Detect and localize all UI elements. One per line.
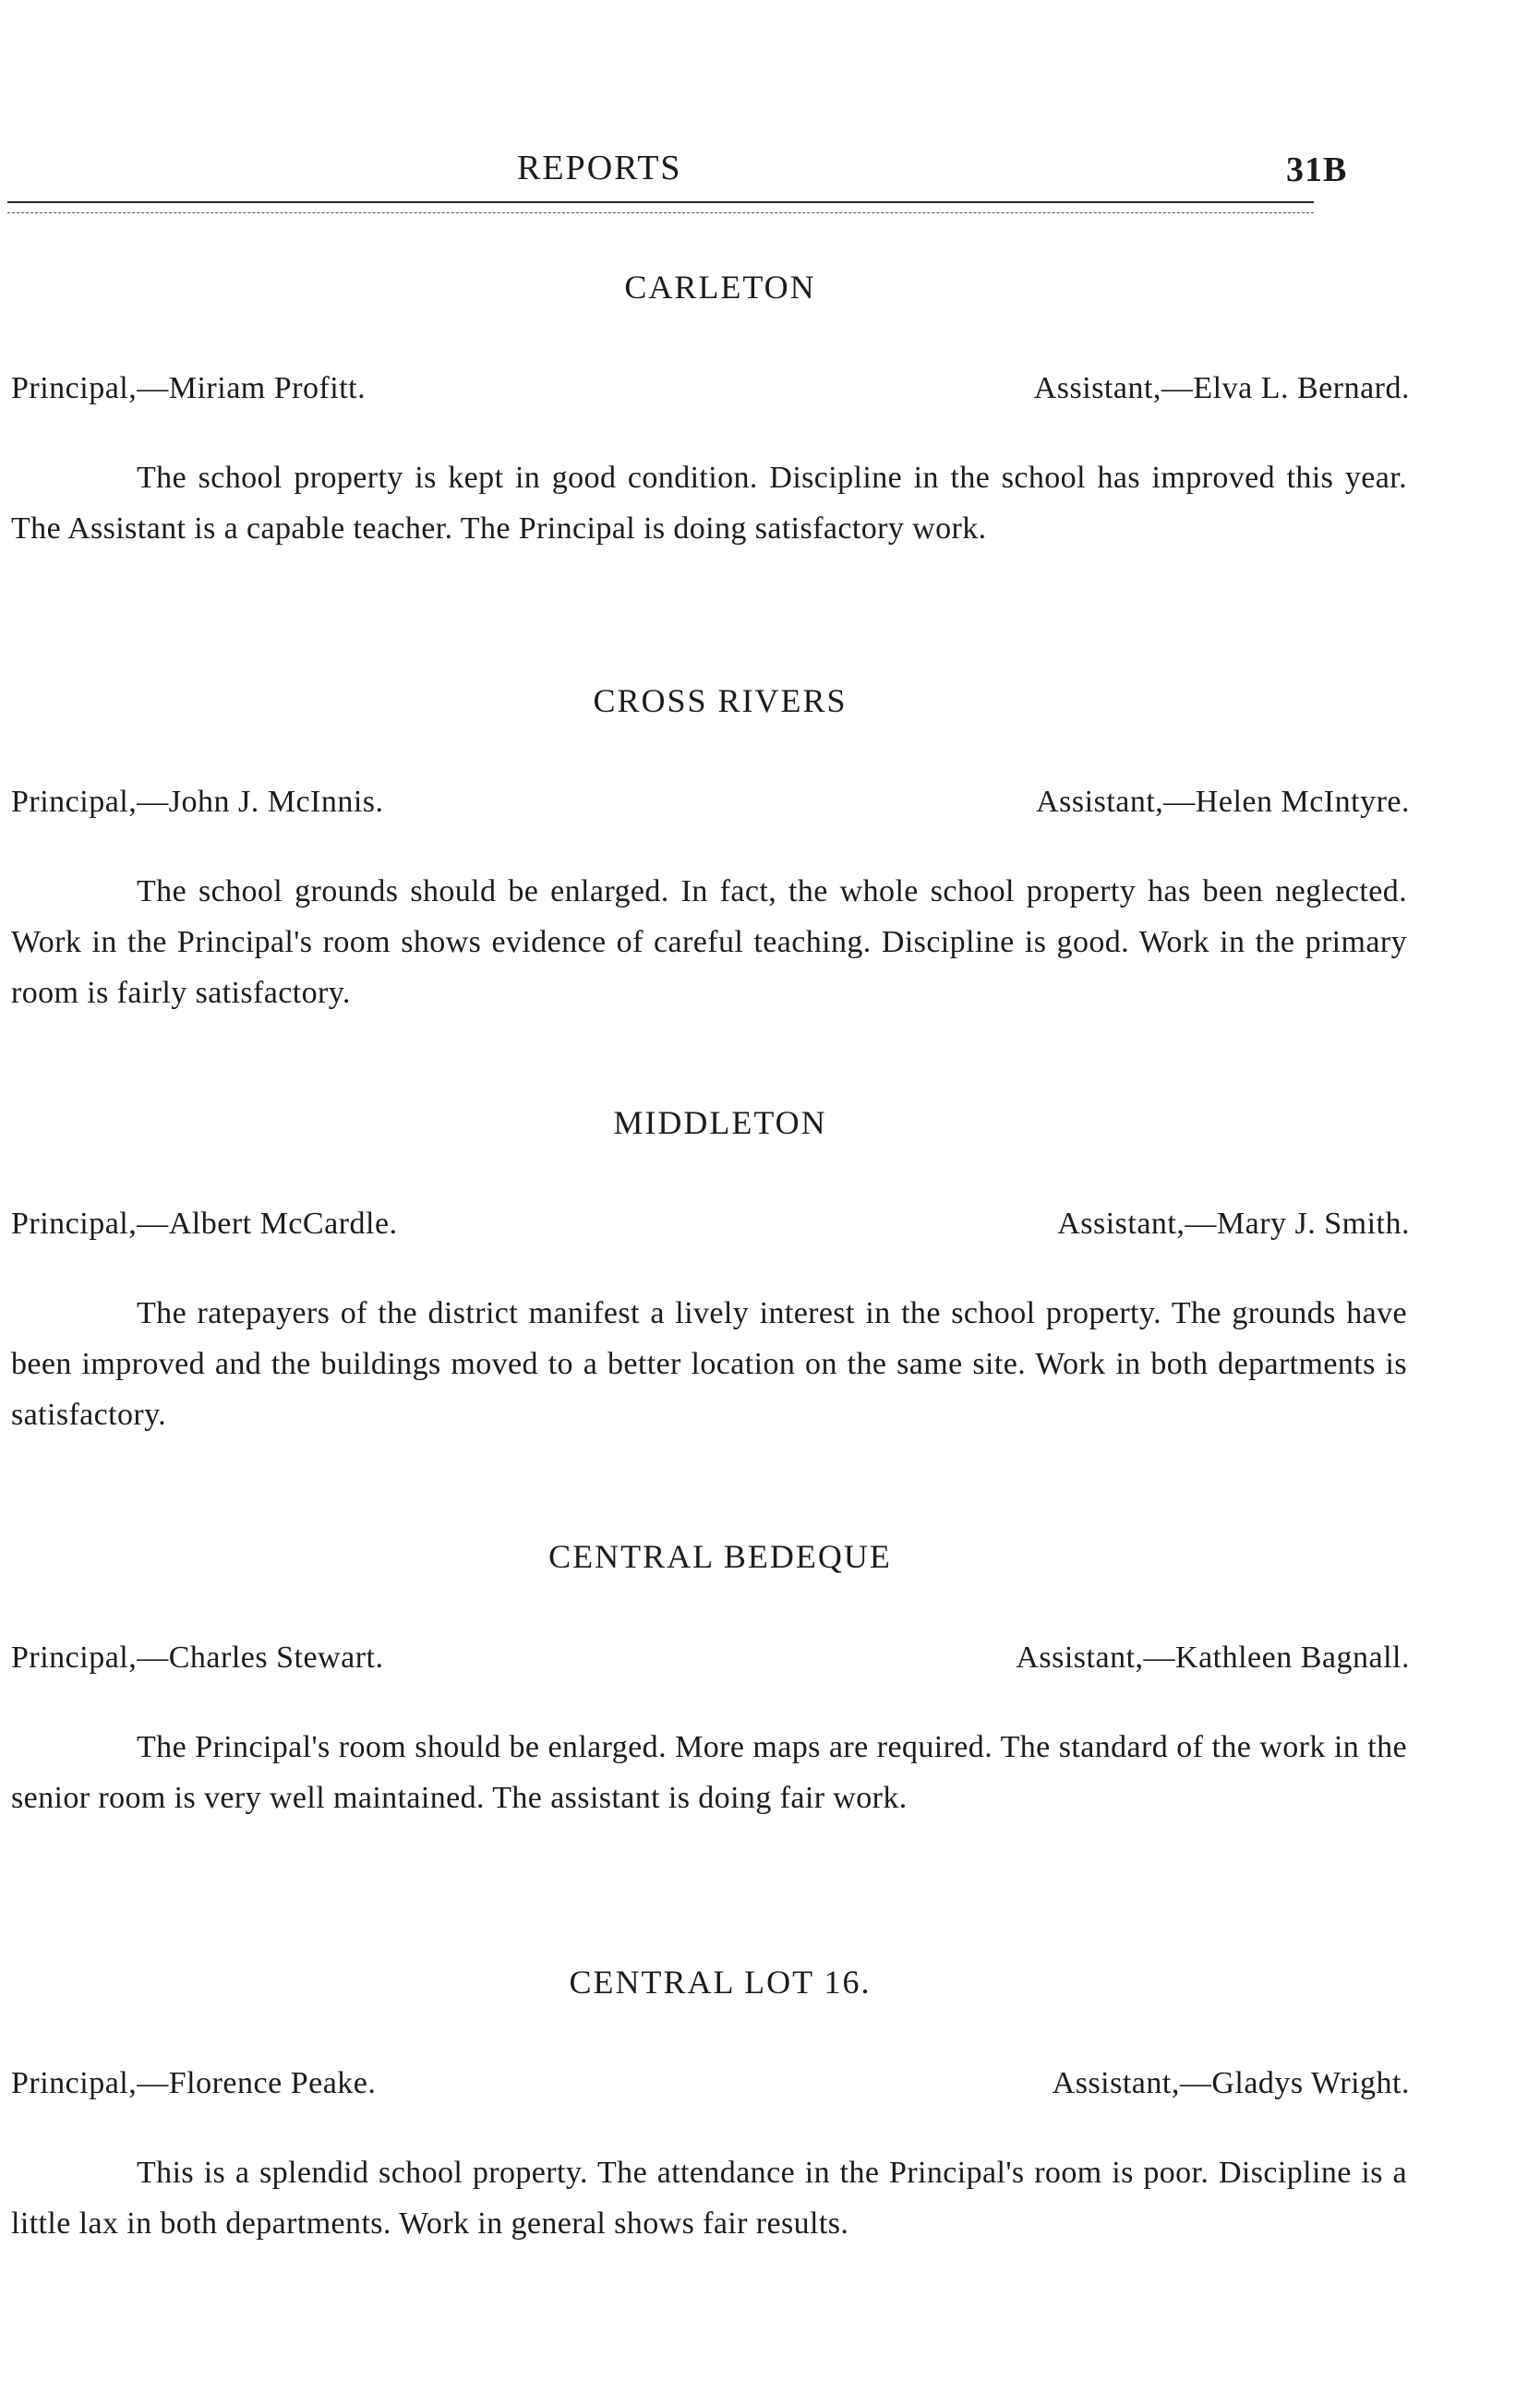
header-rule (7, 201, 1314, 203)
header-rule-secondary (7, 212, 1314, 213)
section-title: CENTRAL BEDEQUE (548, 1538, 892, 1575)
report-paragraph: The school grounds should be enlarged. In fact, the whole school property has been neglected. Work in the Principal's room shows evidence of careful teaching. Discipline is good. Work in the primary room is fairly satisfactory. (11, 874, 1407, 1010)
section-title: CARLETON (624, 269, 816, 306)
principal-name: Principal,—Charles Stewart. (11, 1641, 384, 1675)
assistant-name: Assistant,—Elva L. Bernard. (1033, 371, 1410, 405)
page-number: 31B (1286, 150, 1348, 189)
assistant-name: Assistant,—Kathleen Bagnall. (1016, 1641, 1410, 1675)
section-title: CENTRAL LOT 16. (569, 1964, 872, 2001)
principal-name: Principal,—John J. McInnis. (11, 785, 384, 819)
report-paragraph: The Principal's room should be enlarged. More maps are required. The standard of the work in the senior room is very well maintained. The assistant is doing fair work. (11, 1730, 1407, 1815)
principal-name: Principal,—Albert McCardle. (11, 1207, 398, 1241)
principal-name: Principal,—Miriam Profitt. (11, 371, 367, 405)
assistant-name: Assistant,—Gladys Wright. (1052, 2066, 1410, 2100)
assistant-name: Assistant,—Helen McIntyre. (1036, 785, 1410, 819)
report-paragraph: This is a splendid school property. The attendance in the Principal's room is poor. Discipline is a little lax in both departments. Work in general shows fair results. (11, 2156, 1407, 2241)
report-paragraph: The school property is kept in good condition. Discipline in the school has improved this year. The Assistant is a capable teacher. The Principal is doing satisfactory work. (11, 461, 1407, 546)
section-title: CROSS RIVERS (593, 682, 848, 719)
report-paragraph: The ratepayers of the district manifest a lively interest in the school property. The grounds have been improved and the buildings moved to a better location on the same site. Work in both departments is satisfactory. (11, 1296, 1407, 1432)
assistant-name: Assistant,—Mary J. Smith. (1057, 1207, 1410, 1241)
running-head (0, 148, 1540, 203)
principal-name: Principal,—Florence Peake. (11, 2066, 377, 2100)
running-title: REPORTS (517, 149, 682, 187)
section-title: MIDDLETON (613, 1104, 827, 1141)
